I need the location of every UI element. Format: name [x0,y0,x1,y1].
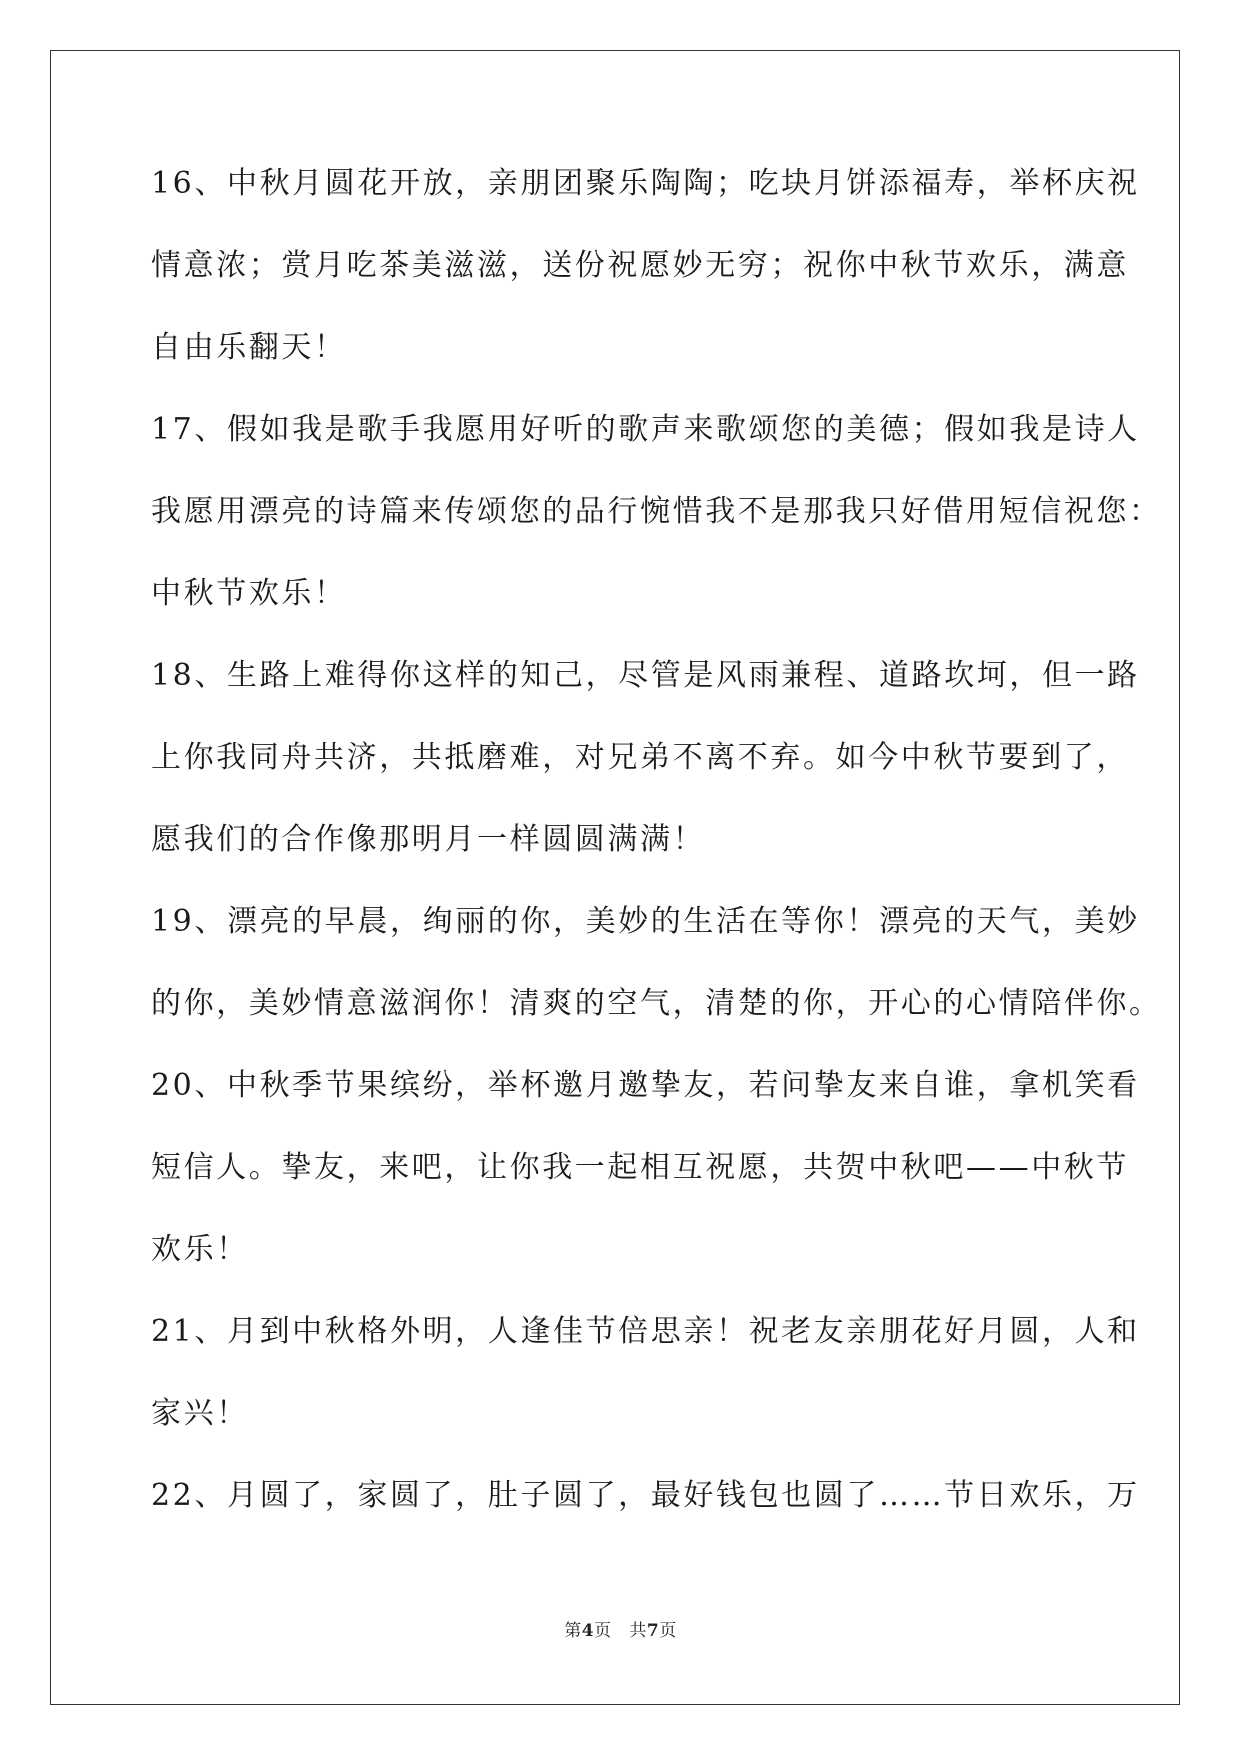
text-line: 自由乐翻天！ [151,330,347,365]
text-line: 上你我同舟共济，共抵磨难，对兄弟不离不弃。如今中秋节要到了， [151,740,1129,775]
total-page-count: 7 [646,1621,660,1641]
text-line: 18、生路上难得你这样的知己，尽管是风雨兼程、道路坎坷，但一路 [151,658,1140,693]
text-line: 20、中秋季节果缤纷，举杯邀月邀挚友，若问挚友来自谁，拿机笑看 [151,1068,1140,1103]
document-body [151,160,1162,1554]
footer-prefix: 第 [564,1621,582,1641]
text-line: 中秋节欢乐！ [151,576,347,611]
text-line: 情意浓；赏月吃茶美滋滋，送份祝愿妙无穷；祝你中秋节欢乐，满意 [151,248,1129,283]
text-line: 短信人。挚友，来吧，让你我一起相互祝愿，共贺中秋吧——中秋节 [151,1150,1129,1185]
text-line: 19、漂亮的早晨，绚丽的你，美妙的生活在等你！漂亮的天气，美妙 [151,904,1140,939]
text-line: 22、月圆了，家圆了，肚子圆了，最好钱包也圆了……节日欢乐，万 [151,1478,1140,1513]
text-line: 欢乐！ [151,1232,249,1267]
text-line: 我愿用漂亮的诗篇来传颂您的品行惋惜我不是那我只好借用短信祝您： [151,494,1162,529]
text-line: 家兴！ [151,1396,249,1431]
footer-total-prefix: 共 [629,1621,647,1641]
current-page-number: 4 [581,1621,595,1641]
footer-total-suffix: 页 [659,1621,677,1641]
text-line: 21、月到中秋格外明，人逢佳节倍思亲！祝老友亲朋花好月圆，人和 [151,1314,1140,1349]
text-line: 愿我们的合作像那明月一样圆圆满满！ [151,822,706,857]
text-line: 16、中秋月圆花开放，亲朋团聚乐陶陶；吃块月饼添福寿，举杯庆祝 [151,166,1140,201]
text-line: 17、假如我是歌手我愿用好听的歌声来歌颂您的美德；假如我是诗人 [151,412,1140,447]
footer-page-word: 页 [594,1621,612,1641]
text-line: 的你，美妙情意滋润你！清爽的空气，清楚的你，开心的心情陪伴你。 [151,986,1162,1021]
page-footer [0,1616,1241,1641]
